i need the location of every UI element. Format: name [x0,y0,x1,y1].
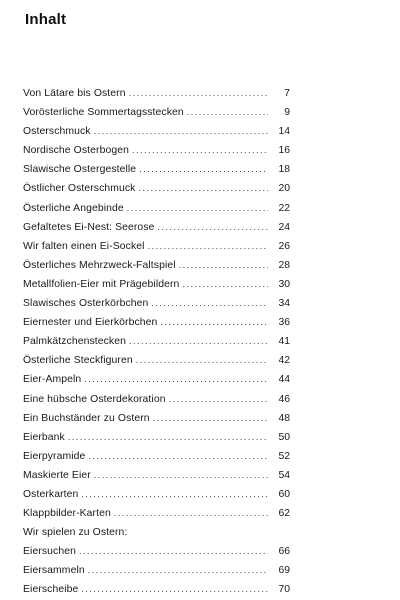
toc-entry-page: 48 [278,412,290,424]
toc-dot-leader [158,218,269,237]
toc-entry-page: 69 [278,565,290,577]
toc-entry-title: Klappbilder-Karten [23,508,111,520]
toc-entry [23,428,290,447]
toc-dot-leader [81,485,268,504]
toc-entry-page: 46 [278,393,290,405]
toc-entry-title: Slawische Ostergestelle [23,164,137,176]
toc-entry-title: Österliche Angebinde [23,202,124,214]
toc-entry-title: Osterschmuck [23,126,91,138]
toc-entry [23,313,290,332]
toc-entry-title: Österliches Mehrzweck-Faltspiel [23,259,176,271]
toc-dot-leader [127,199,268,218]
toc-dot-leader [68,428,268,447]
toc-entry-page: 14 [278,126,290,138]
toc-dot-leader [79,542,268,561]
toc-entry [23,275,290,294]
toc-entry [23,160,290,179]
toc-entry-page: 36 [278,317,290,329]
toc-entry-page: 28 [278,259,290,271]
toc-dot-leader [81,580,268,599]
toc-dot-leader [129,84,268,103]
toc-entry-page: 9 [284,107,290,119]
toc-dot-leader [94,122,268,141]
toc-dot-leader [132,141,268,160]
toc-entry-title: Eierbank [23,431,65,443]
toc-entry-title: Slawisches Osterkörbchen [23,298,149,310]
toc-dot-leader [88,561,268,580]
toc-dot-leader [151,294,268,313]
toc-entry [23,218,290,237]
toc-dot-leader [138,179,268,198]
toc-entry-title: Palmkätzchenstecken [23,336,126,348]
toc-entry-title: Eiersuchen [23,546,76,558]
toc-entry-page: 30 [278,278,290,290]
toc-entry-title: Metallfolien-Eier mit Prägebildern [23,278,180,290]
toc-entry-page: 41 [278,336,290,348]
toc-dot-leader [148,237,268,256]
toc-dot-leader [187,103,268,122]
toc-entry-page: 42 [278,355,290,367]
toc-entry-title: Wir spielen zu Ostern: [23,527,128,539]
toc-entry [23,237,290,256]
toc-dot-leader [139,160,268,179]
toc-entry-page: 20 [278,183,290,195]
toc-dot-leader [136,351,268,370]
toc-entry-page: 22 [278,202,290,214]
toc-dot-leader [84,370,268,389]
toc-entry-title: Von Lätare bis Ostern [23,88,126,99]
toc-entry [23,122,290,141]
toc-entry [23,466,290,485]
toc-entry-page: 66 [278,546,290,558]
toc-entry-title: Ein Buchständer zu Ostern [23,412,150,424]
toc-entry-page: 18 [278,164,290,176]
toc-dot-leader [114,504,268,523]
toc-entry [23,294,290,313]
toc-entry-title: Maskierte Eier [23,469,91,481]
toc-entry [23,351,290,370]
toc-entry-page: 52 [278,450,290,462]
page-heading: Inhalt [25,11,67,28]
toc-entry [23,256,290,275]
toc-entry-title: Eierscheibe [23,584,79,596]
toc-entry-title: Eiersammeln [23,565,85,577]
toc-dot-leader [88,447,268,466]
toc-entry [23,561,290,580]
toc-entry-page: 26 [278,240,290,252]
toc-entry-page: 60 [278,488,290,500]
toc-dot-leader [160,313,268,332]
toc-entry-page: 70 [278,584,290,596]
toc-entry-page: 16 [278,145,290,157]
toc-entry-page: 62 [278,508,290,520]
toc-dot-leader [179,256,268,275]
toc-entry [23,84,290,103]
toc-dot-leader [129,332,268,351]
toc-entry-title: Östlicher Osterschmuck [23,183,136,195]
toc-entry-page: 44 [278,374,290,386]
toc-entry-title: Nordische Osterbogen [23,145,129,157]
toc-entry [23,141,290,160]
toc-section-heading [23,523,290,542]
toc-entry-title: Vorösterliche Sommertagsstecken [23,107,184,119]
toc-entry [23,409,290,428]
toc-entry [23,580,290,599]
toc-entry [23,370,290,389]
toc-entry-page: 7 [284,88,290,99]
toc-entry [23,542,290,561]
toc-entry-page: 50 [278,431,290,443]
toc-entry-page: 34 [278,298,290,310]
toc-entry [23,485,290,504]
toc-dot-leader [169,390,268,409]
toc-dot-leader [153,409,268,428]
toc-entry [23,447,290,466]
toc-entry [23,390,290,409]
toc-entry-title: Gefaltetes Ei-Nest: Seerose [23,221,155,233]
toc-entry [23,199,290,218]
toc-entry-title: Eier-Ampeln [23,374,82,386]
toc-dot-leader [182,275,268,294]
toc-dot-leader [94,466,268,485]
toc-entry [23,103,290,122]
table-of-contents [23,84,290,600]
toc-entry [23,179,290,198]
toc-entry-title: Osterkarten [23,488,79,500]
toc-entry-page: 54 [278,469,290,481]
toc-entry-title: Eine hübsche Osterdekoration [23,393,166,405]
toc-entry [23,332,290,351]
toc-entry-title: Österliche Steckfiguren [23,355,133,367]
toc-entry-title: Eiernester und Eierkörbchen [23,317,158,329]
toc-entry-page: 24 [278,221,290,233]
toc-entry-title: Eierpyramide [23,450,86,462]
toc-entry-title: Wir falten einen Ei-Sockel [23,240,145,252]
toc-entry [23,504,290,523]
